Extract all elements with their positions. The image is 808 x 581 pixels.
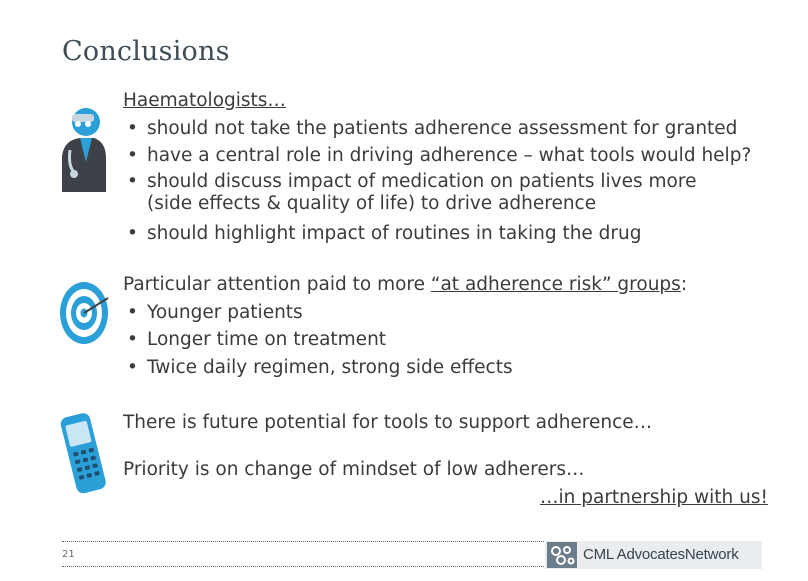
risk-groups-intro xyxy=(123,271,687,299)
footer-divider-top xyxy=(62,541,546,542)
list-item: • should highlight impact of routines in taking the drug xyxy=(123,220,751,248)
risk-groups-intro-text: Particular attention paid to more xyxy=(123,274,431,295)
list-item: • should not take the patients adherence assessment for granted xyxy=(123,115,751,143)
future-line-2: Priority is on change of mindset of low adherers… xyxy=(123,459,585,480)
risk-groups-highlight: “at adherence risk” groups xyxy=(430,274,681,295)
list-item: • Younger patients xyxy=(123,299,687,327)
risk-groups-block xyxy=(123,271,687,381)
list-item-text: should discuss impact of medication on patients lives more xyxy=(147,170,697,192)
mobile-phone-icon xyxy=(58,410,110,494)
cml-advocates-logo xyxy=(545,541,762,569)
doctor-icon xyxy=(56,100,108,192)
risk-groups-list xyxy=(123,299,687,382)
future-line-3: …in partnership with us! xyxy=(540,487,768,508)
future-line-1: There is future potential for tools to support adherence… xyxy=(123,412,653,433)
list-item: • Twice daily regimen, strong side effects xyxy=(123,354,687,382)
page-title: Conclusions xyxy=(62,36,230,67)
footer-divider-bottom xyxy=(62,566,546,567)
logo-text: CML AdvocatesNetwork xyxy=(583,546,739,563)
list-item-continuation: (side effects & quality of life) to drive adherence xyxy=(147,192,597,214)
list-item: • Longer time on treatment xyxy=(123,326,687,354)
haematologists-heading: Haematologists… xyxy=(123,90,286,111)
haematologists-block xyxy=(123,87,751,247)
haematologists-list xyxy=(123,115,751,248)
dartboard-icon xyxy=(58,280,110,346)
list-item: • have a central role in driving adherence – what tools would help? xyxy=(123,142,751,170)
list-item xyxy=(123,170,751,214)
page-number: 21 xyxy=(62,549,75,560)
cml-logo-icon xyxy=(547,542,577,568)
risk-groups-colon: : xyxy=(680,274,688,295)
